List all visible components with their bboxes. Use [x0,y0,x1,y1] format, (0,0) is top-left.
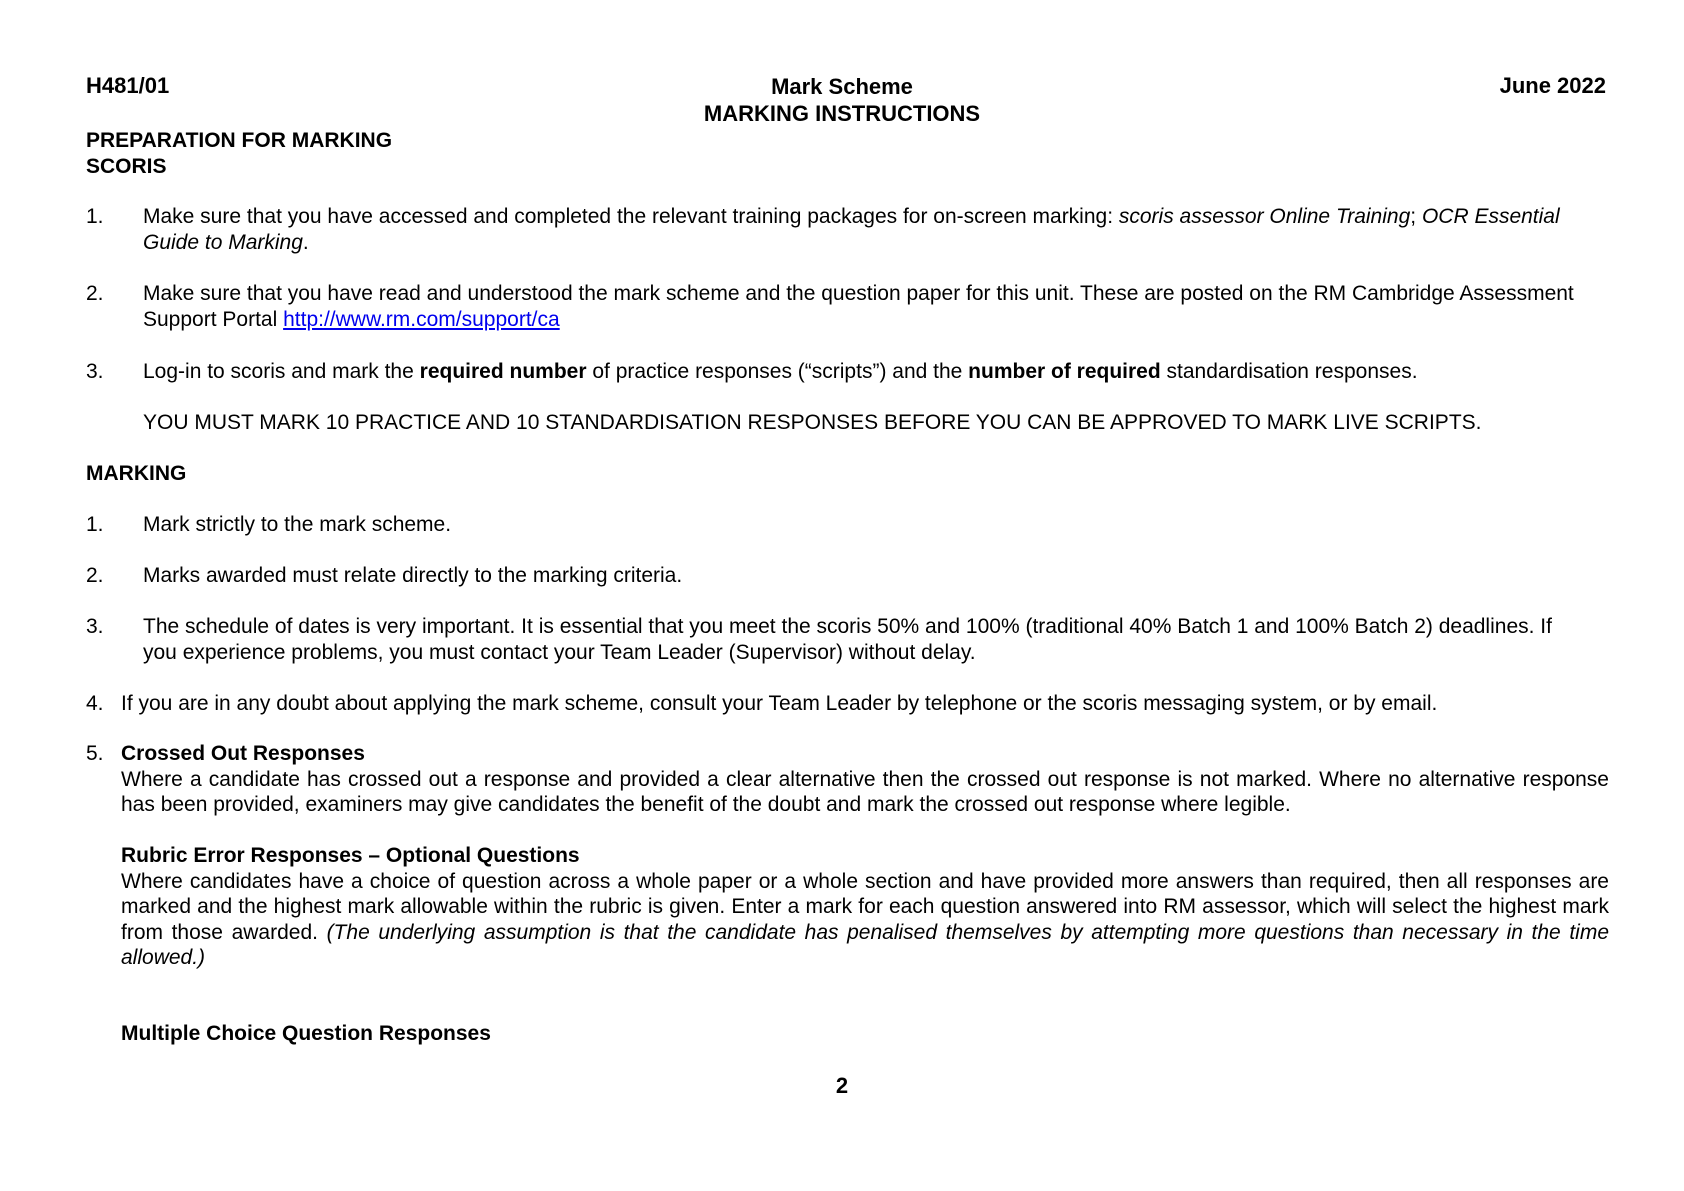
marking-item-2-number: 2. [86,564,104,587]
prep-item-1-number: 1. [86,205,104,228]
prep-item-2-number: 2. [86,282,104,305]
doc-type: Mark Scheme [771,74,913,99]
prep-item-1-italic-b: OCR Essential Guide to Marking [143,205,1560,254]
header-center [0,73,1684,127]
prep-item-2-text [143,281,1613,333]
prep-item-2-text-a: Make sure that you have read and understood the mark scheme and the question paper for this unit. These are posted on the RM Cambridge Assessment Support Portal [143,282,1574,331]
rubric-error-heading: Rubric Error Responses – Optional Questions [121,844,580,867]
prep-item-1-italic-a: scoris assessor Online Training [1118,205,1411,228]
prep-item-1-text-a: Make sure that you have accessed and completed the relevant training packages for on-screen marking: [143,205,1119,228]
marking-item-3-number: 3. [86,615,104,638]
marking-item-5-number: 5. [86,742,104,765]
paper-code: H481/01 [86,73,170,98]
page-title: MARKING INSTRUCTIONS [703,101,981,126]
marking-heading: MARKING [86,462,187,485]
prep-item-3-text-c: standardisation responses. [1160,360,1418,383]
marking-item-4-text: If you are in any doubt about applying the mark scheme, consult your Team Leader by telephone or the scoris messaging system, or by email. [121,692,1438,715]
standardisation-notice: YOU MUST MARK 10 PRACTICE AND 10 STANDARDISATION RESPONSES BEFORE YOU CAN BE APPROVED TO MARK LIVE SCRIPTS. [143,411,1482,434]
prep-item-3-text-b: of practice responses (“scripts”) and the [586,360,969,383]
rubric-error-text-main: Where candidates have a choice of question across a whole paper or a whole section and have provided more answers than required, then all responses are marked and the highest mark allowable within the rubric is given. Enter a mark for each question answered into RM assessor, which will select the highest mark from those awarded. [121,869,1609,944]
prep-item-1-text-b: ; [1410,205,1422,228]
prep-item-3-text-a: Log-in to scoris and mark the [143,360,420,383]
marking-item-3-text: The schedule of dates is very important. It is essential that you meet the scoris 50% and 100% (traditional 40% Batch 1 and 100% Batch 2) deadlines. If you experience problems, you must contact your Team Leader (Supervisor) without delay. [143,615,1552,664]
rubric-error-text [121,869,1609,971]
preparation-heading-line2: SCORIS [86,155,167,178]
support-portal-link[interactable]: http://www.rm.com/support/ca [283,308,560,331]
prep-item-3-number: 3. [86,360,104,383]
marking-item-2-text: Marks awarded must relate directly to the marking criteria. [143,564,683,587]
rubric-error-section [121,843,1609,971]
crossed-out-heading: Crossed Out Responses [121,742,365,765]
exam-date: June 2022 [1499,73,1606,98]
rubric-error-text-italic: (The underlying assumption is that the candidate has penalised themselves by attempting more questions than necessary in the time allowed.) [121,920,1609,969]
crossed-out-section [121,741,1609,818]
page-number: 2 [835,1073,849,1098]
prep-item-3-bold-b: number of required [968,360,1161,383]
crossed-out-text: Where a candidate has crossed out a response and provided a clear alternative then the crossed out response is not marked. Where no alternative response has been provided, examiners may give candidates the benefit of the doubt and mark the crossed out response where legible. [121,767,1609,816]
prep-item-1-text-c: . [302,231,309,254]
prep-item-1-text [143,204,1613,256]
prep-item-3-bold-a: required number [419,360,587,383]
prep-item-3-text [143,359,1613,385]
marking-item-1-text: Mark strictly to the mark scheme. [143,513,452,536]
marking-item-4-number: 4. [86,692,104,715]
marking-item-1-number: 1. [86,513,104,536]
preparation-heading [86,128,392,180]
mcq-heading: Multiple Choice Question Responses [121,1022,491,1045]
preparation-heading-line1: PREPARATION FOR MARKING [86,129,393,152]
